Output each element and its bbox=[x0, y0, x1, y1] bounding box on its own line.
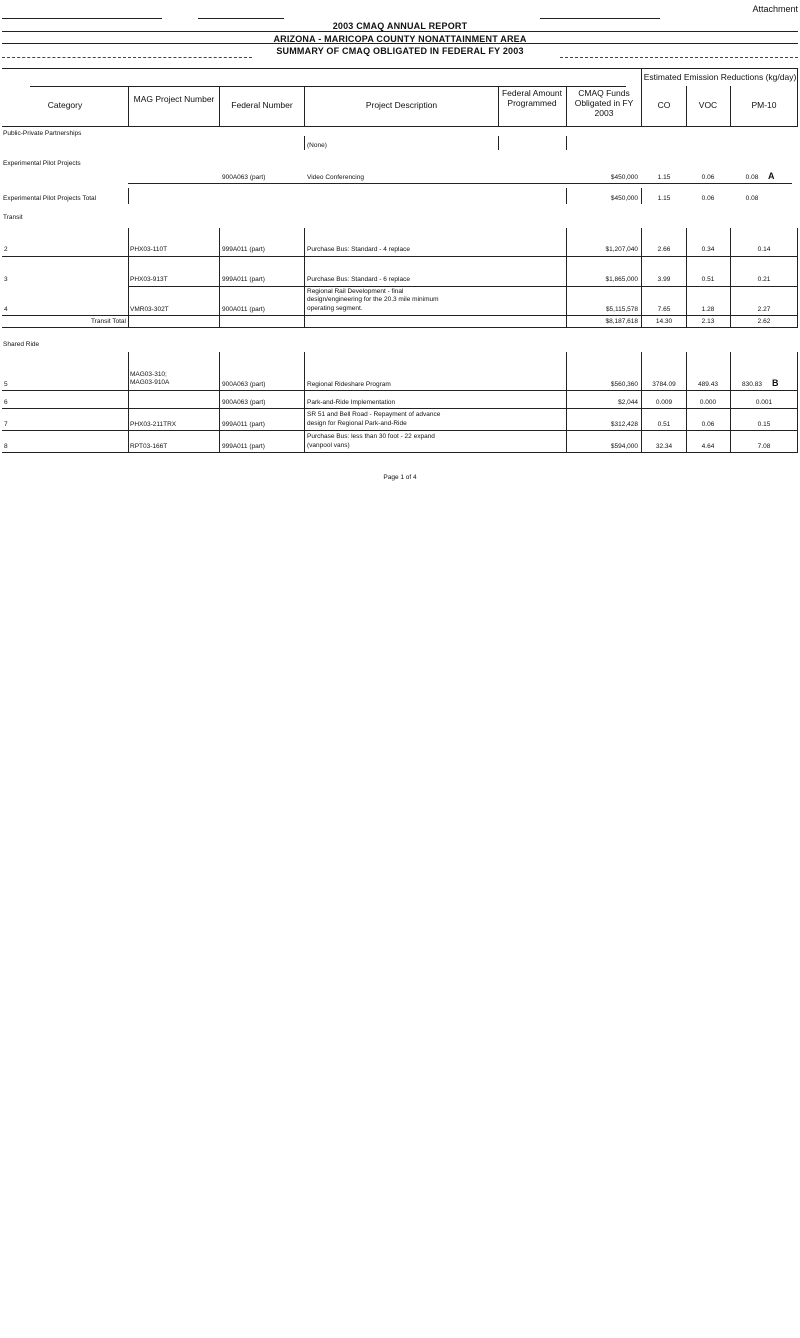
row-number: 6 bbox=[4, 399, 8, 406]
co-cell: 7.65 bbox=[657, 306, 671, 313]
column-divider bbox=[686, 352, 687, 452]
cmaq-funds-cell: $2,044 bbox=[618, 399, 638, 406]
mag-project-header: MAG Project Number bbox=[133, 94, 215, 104]
mag-project-cell: RPT03-166T bbox=[130, 443, 168, 450]
row-rule bbox=[2, 408, 798, 409]
cmaq-funds-cell: $1,207,040 bbox=[605, 246, 638, 253]
pm10-cell: 2.27 bbox=[757, 306, 771, 313]
pm10-cell: 830.83 bbox=[742, 381, 762, 388]
voc-header: VOC bbox=[698, 100, 718, 110]
pm10-cell: 0.15 bbox=[757, 421, 771, 428]
co-total: 1.15 bbox=[657, 195, 671, 202]
voc-cell: 0.000 bbox=[699, 399, 717, 406]
header-rule bbox=[2, 31, 798, 32]
column-divider bbox=[128, 188, 129, 204]
column-divider bbox=[498, 136, 499, 150]
row-number: 4 bbox=[4, 306, 8, 313]
pm10-cell: 7.08 bbox=[757, 443, 771, 450]
cmaq-funds-total: $450,000 bbox=[610, 195, 638, 202]
pm10-cell: 0.14 bbox=[757, 246, 771, 253]
cmaq-funds-cell: $450,000 bbox=[610, 174, 638, 181]
voc-cell: 0.51 bbox=[701, 276, 715, 283]
column-divider bbox=[128, 86, 129, 126]
federal-amount-header: Federal Amount Programmed bbox=[501, 88, 562, 108]
description-line: (vanpool vans) bbox=[307, 442, 350, 449]
row-rule bbox=[2, 452, 798, 453]
row-number: 5 bbox=[4, 381, 8, 388]
co-cell: 1.15 bbox=[657, 174, 671, 181]
row-rule bbox=[128, 286, 798, 287]
federal-number-cell: 999A011 (part) bbox=[222, 246, 265, 253]
description-cell: Regional Rideshare Program bbox=[307, 381, 391, 388]
column-divider bbox=[730, 228, 731, 328]
cmaq-funds-cell: $312,428 bbox=[610, 421, 638, 428]
column-divider bbox=[641, 68, 642, 126]
co-cell: 0.51 bbox=[657, 421, 671, 428]
federal-number-cell: 900A063 (part) bbox=[222, 381, 266, 388]
mag-project-line: MAG03-910A bbox=[130, 379, 170, 386]
row-number: 3 bbox=[4, 276, 8, 283]
emission-group-header: Estimated Emission Reductions (kg/day) bbox=[643, 72, 797, 82]
federal-number-cell: 900A063 (part) bbox=[222, 174, 266, 181]
column-divider bbox=[304, 228, 305, 328]
page-footer: Page 1 of 4 bbox=[383, 474, 417, 481]
column-divider bbox=[641, 228, 642, 328]
federal-number-cell: 900A011 (part) bbox=[222, 306, 265, 313]
pm10-total: 2.62 bbox=[757, 318, 771, 325]
header-rule bbox=[2, 68, 798, 69]
voc-cell: 489.43 bbox=[698, 381, 718, 388]
column-divider bbox=[641, 352, 642, 452]
report-summary-title: SUMMARY OF CMAQ OBLIGATED IN FEDERAL FY 2003 bbox=[276, 46, 524, 56]
attachment-label: Attachment bbox=[752, 4, 798, 14]
experimental-total-label: Experimental Pilot Projects Total bbox=[3, 195, 97, 202]
pm10-cell: 0.08 bbox=[745, 174, 759, 181]
category-header: Category bbox=[47, 100, 83, 110]
description-line: operating segment. bbox=[307, 305, 363, 312]
cmaq-funds-cell: $1,865,000 bbox=[605, 276, 638, 283]
description-cell: Purchase Bus: Standard - 6 replace bbox=[307, 276, 410, 283]
section-public-private: Public-Private Partnerships bbox=[3, 130, 82, 137]
column-divider bbox=[797, 228, 798, 328]
mag-project-cell: PHX03-211TRX bbox=[130, 421, 177, 428]
row-rule bbox=[2, 327, 798, 328]
pm10-cell: 0.001 bbox=[755, 399, 773, 406]
federal-number-cell: 999A011 (part) bbox=[222, 443, 265, 450]
mag-project-cell: PHX03-913T bbox=[130, 276, 168, 283]
row-rule bbox=[2, 256, 798, 257]
column-divider bbox=[566, 86, 567, 126]
row-number: 2 bbox=[4, 246, 8, 253]
project-description-header: Project Description bbox=[365, 100, 438, 110]
footnote-marker: A bbox=[768, 171, 775, 181]
cmaq-funds-cell: $594,000 bbox=[610, 443, 638, 450]
header-rule bbox=[2, 43, 798, 44]
column-divider bbox=[686, 86, 687, 126]
description-line: SR 51 and Bell Road - Repayment of advance bbox=[307, 411, 441, 418]
column-divider bbox=[797, 68, 798, 126]
column-divider bbox=[730, 352, 731, 452]
section-transit: Transit bbox=[3, 214, 23, 221]
federal-number-header: Federal Number bbox=[231, 100, 293, 110]
report-title: 2003 CMAQ ANNUAL REPORT bbox=[332, 21, 468, 31]
cmaq-funds-total: $8,187,618 bbox=[605, 318, 638, 325]
column-divider bbox=[566, 228, 567, 328]
column-divider bbox=[797, 352, 798, 452]
voc-cell: 0.06 bbox=[701, 421, 715, 428]
top-rule bbox=[540, 18, 660, 19]
description-cell: Video Conferencing bbox=[307, 174, 364, 181]
description-line: Purchase Bus: less than 30 foot - 22 expand bbox=[307, 433, 435, 440]
section-experimental: Experimental Pilot Projects bbox=[3, 160, 81, 167]
federal-number-cell: 999A011 (part) bbox=[222, 421, 265, 428]
co-header: CO bbox=[657, 100, 671, 110]
column-divider bbox=[304, 136, 305, 150]
column-divider bbox=[566, 136, 567, 150]
header-rule bbox=[2, 57, 252, 58]
pm10-total: 0.08 bbox=[745, 195, 759, 202]
column-divider bbox=[304, 86, 305, 126]
description-cell: Purchase Bus: Standard - 4 replace bbox=[307, 246, 410, 253]
pm10-header: PM-10 bbox=[751, 100, 777, 110]
voc-cell: 4.64 bbox=[701, 443, 715, 450]
header-rule bbox=[30, 86, 626, 87]
voc-cell: 1.28 bbox=[701, 306, 715, 313]
column-divider bbox=[730, 86, 731, 126]
co-cell: 2.66 bbox=[657, 246, 671, 253]
federal-number-cell: 999A011 (part) bbox=[222, 276, 265, 283]
row-rule bbox=[2, 390, 798, 391]
co-cell: 3784.09 bbox=[652, 381, 676, 388]
pm10-cell: 0.21 bbox=[757, 276, 771, 283]
column-divider bbox=[686, 228, 687, 328]
description-line: Regional Rail Development - final bbox=[307, 288, 404, 295]
co-cell: 0.009 bbox=[655, 399, 673, 406]
mag-project-cell: PHX03-110T bbox=[130, 246, 168, 253]
cmaq-funds-cell: $560,360 bbox=[610, 381, 638, 388]
row-number: 7 bbox=[4, 421, 8, 428]
top-rule bbox=[198, 18, 284, 19]
description-line: design/engineering for the 20.3 mile minimum bbox=[307, 296, 439, 303]
column-divider bbox=[128, 228, 129, 328]
column-divider bbox=[641, 188, 642, 204]
co-total: 14.30 bbox=[655, 318, 673, 325]
footnote-marker: B bbox=[772, 378, 779, 388]
description-cell: Park-and-Ride Implementation bbox=[307, 399, 396, 406]
row-rule bbox=[128, 183, 792, 184]
section-shared-ride: Shared Ride bbox=[3, 341, 40, 348]
row-number: 8 bbox=[4, 443, 8, 450]
cmaq-funds-header: CMAQ Funds Obligated in FY 2003 bbox=[574, 88, 634, 118]
row-rule bbox=[2, 430, 798, 431]
header-bottom-rule bbox=[2, 126, 798, 127]
column-divider bbox=[498, 86, 499, 126]
cmaq-funds-cell: $5,115,578 bbox=[605, 306, 638, 313]
voc-total: 2.13 bbox=[701, 318, 715, 325]
row-rule bbox=[2, 315, 798, 316]
column-divider bbox=[304, 352, 305, 452]
mag-project-cell: VMR03-302T bbox=[130, 306, 169, 313]
header-rule bbox=[560, 57, 798, 58]
column-divider bbox=[566, 188, 567, 204]
column-divider bbox=[128, 352, 129, 452]
voc-cell: 0.06 bbox=[701, 174, 715, 181]
co-cell: 3.99 bbox=[657, 276, 671, 283]
column-divider bbox=[219, 228, 220, 328]
report-subtitle: ARIZONA - MARICOPA COUNTY NONATTAINMENT AREA bbox=[273, 34, 527, 44]
federal-number-cell: 900A063 (part) bbox=[222, 399, 266, 406]
transit-total-label: Transit Total bbox=[90, 318, 126, 325]
description-line: design for Regional Park-and-Ride bbox=[307, 420, 407, 427]
ppp-description: (None) bbox=[307, 142, 327, 149]
column-divider bbox=[219, 86, 220, 126]
column-divider bbox=[566, 352, 567, 452]
column-divider bbox=[219, 352, 220, 452]
voc-cell: 0.34 bbox=[701, 246, 715, 253]
voc-total: 0.06 bbox=[701, 195, 715, 202]
co-cell: 32.34 bbox=[655, 443, 673, 450]
mag-project-line: MAG03-310; bbox=[130, 371, 167, 378]
top-rule bbox=[2, 18, 162, 19]
